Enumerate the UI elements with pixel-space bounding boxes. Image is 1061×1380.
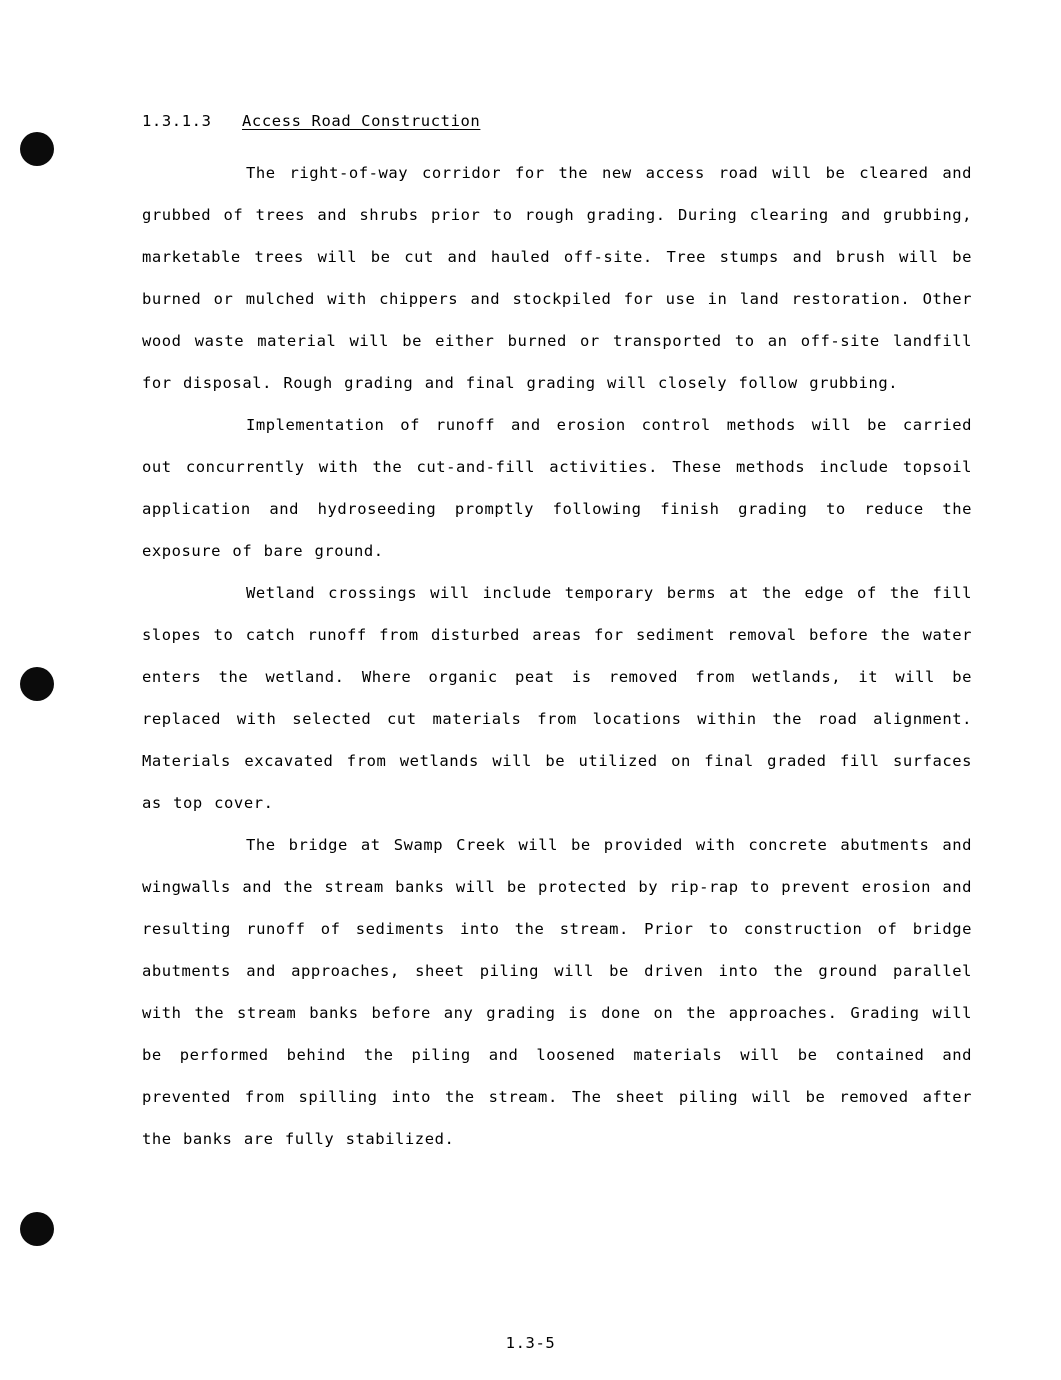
punch-hole-icon (20, 132, 54, 166)
paragraph: Implementation of runoff and erosion control methods will be carried out concurrently with the cut-and-fill activities. These methods include topsoil application and hydroseeding promptly following finish grading to reduce the exposure of bare ground. (142, 416, 972, 560)
section-title: Access Road Construction (242, 112, 481, 130)
punch-hole-icon (20, 667, 54, 701)
paragraph: The bridge at Swamp Creek will be provided with concrete abutments and wingwalls and the stream banks will be protected by rip-rap to prevent erosion and resulting runoff of sediments into the stream. Prior to construction of bridge abutments and approaches, sheet piling will be driven into the ground parallel with the stream banks before any grading is done on the approaches. Grading will be performed behind the piling and loosened materials will be contained and prevented from spilling into the stream. The sheet piling will be removed after the banks are fully stabilized. (142, 836, 972, 1148)
paragraph: Wetland crossings will include temporary berms at the edge of the fill slopes to catch runoff from disturbed areas for sediment removal before the water enters the wetland. Where organic peat is removed from wetlands, it will be replaced with selected cut materials from locations within the road alignment. Materials excavated from wetlands will be utilized on final graded fill surfaces as top cover. (142, 584, 972, 812)
paragraph: The right-of-way corridor for the new access road will be cleared and grubbed of trees and shrubs prior to rough grading. During clearing and grubbing, marketable trees will be cut and hauled off-site. Tree stumps and brush will be burned or mulched with chippers and stockpiled for use in land restoration. Other wood waste material will be either burned or transported to an off-site landfill for disposal. Rough grading and final grading will closely follow grubbing. (142, 164, 972, 392)
section-heading (142, 112, 972, 130)
punch-hole-icon (20, 1212, 54, 1246)
page-number: 1.3-5 (505, 1334, 556, 1352)
document-body (142, 112, 972, 1160)
section-number: 1.3.1.3 (142, 112, 212, 130)
